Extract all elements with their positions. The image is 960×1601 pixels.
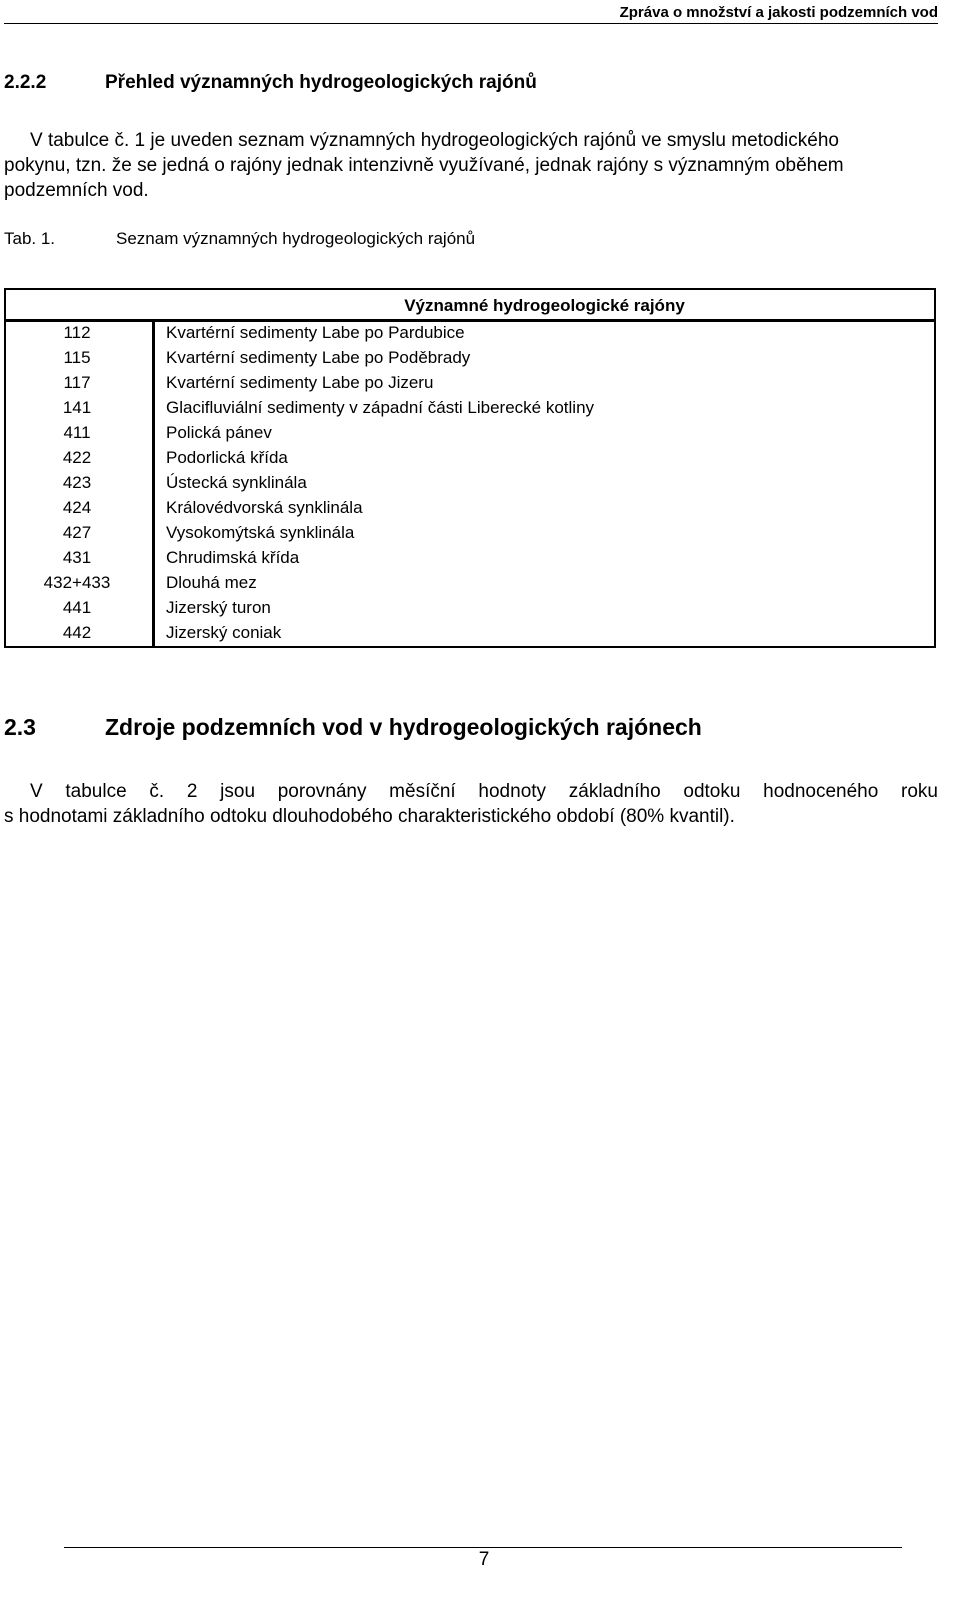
table-row: [4, 620, 936, 645]
region-name: Kvartérní sedimenty Labe po Pardubice: [166, 323, 465, 342]
footer-rule: [64, 1547, 902, 1548]
region-name: Jizerský turon: [166, 598, 271, 617]
table-row: [4, 495, 936, 520]
subsection-title: Přehled významných hydrogeologických rajónů: [105, 72, 537, 93]
table-caption-label: Tab. 1.: [4, 229, 56, 248]
table-header: Významné hydrogeologické rajóny: [404, 296, 685, 315]
region-code: 422: [62, 448, 92, 467]
section-title: Zdroje podzemních vod v hydrogeologických rajónech: [105, 714, 702, 740]
region-name: Jizerský coniak: [166, 623, 282, 642]
region-name: Vysokomýtská synklinála: [166, 523, 355, 542]
intro-paragraph: [4, 128, 938, 203]
intro-line-3: podzemních vod.: [4, 180, 149, 201]
region-name: Dlouhá mez: [166, 573, 257, 592]
section-paragraph-line-1: V tabulce č. 2 jsou porovnány měsíční hodnoty základního odtoku hodnoceného roku: [30, 781, 938, 802]
region-code: 441: [62, 598, 92, 617]
table-caption: [4, 229, 475, 249]
table-row: [4, 420, 936, 445]
table-row: [4, 370, 936, 395]
section-heading: [4, 714, 702, 741]
region-name: Kvartérní sedimenty Labe po Jizeru: [166, 373, 434, 392]
region-code: 424: [62, 498, 92, 517]
header-rule: [4, 23, 938, 24]
region-code: 411: [63, 423, 91, 442]
region-code: 432+433: [43, 573, 111, 592]
page-number: 7: [478, 1549, 490, 1570]
intro-line-2: pokynu, tzn. že se jedná o rajóny jednak intenzivně využívané, jednak rajóny s významným oběhem: [4, 155, 844, 176]
table-row: [4, 320, 936, 345]
subsection-heading: [4, 72, 537, 94]
region-code: 442: [62, 623, 92, 642]
section-paragraph-line-2: s hodnotami základního odtoku dlouhodobého charakteristického období (80% kvantil).: [4, 806, 735, 827]
table-row: [4, 345, 936, 370]
region-name: Ústecká synklinála: [166, 473, 307, 492]
region-code: 423: [62, 473, 92, 492]
region-code: 115: [63, 348, 91, 367]
section-paragraph: [4, 779, 938, 829]
table-row: [4, 520, 936, 545]
region-name: Glacifluviální sedimenty v západní části Liberecké kotliny: [166, 398, 595, 417]
table-row: [4, 445, 936, 470]
region-name: Podorlická křída: [166, 448, 288, 467]
region-code: 112: [63, 323, 91, 342]
table-row: [4, 545, 936, 570]
table-caption-text: Seznam významných hydrogeologických rajónů: [116, 229, 476, 248]
region-code: 117: [63, 373, 91, 392]
table-body: [4, 320, 936, 645]
region-name: Chrudimská křída: [166, 548, 300, 567]
region-name: Polická pánev: [166, 423, 272, 442]
region-code: 141: [62, 398, 92, 417]
table-row: [4, 470, 936, 495]
table-row: [4, 595, 936, 620]
running-header: Zpráva o množství a jakosti podzemních vod: [619, 4, 938, 21]
region-code: 427: [62, 523, 92, 542]
section-number: 2.3: [4, 714, 36, 740]
region-name: Kvartérní sedimenty Labe po Poděbrady: [166, 348, 471, 367]
region-name: Královédvorská synklinála: [166, 498, 363, 517]
table-row: [4, 395, 936, 420]
table-row: [4, 570, 936, 595]
subsection-number: 2.2.2: [4, 72, 47, 93]
intro-line-1: V tabulce č. 1 je uveden seznam významných hydrogeologických rajónů ve smyslu metodického: [30, 130, 839, 151]
region-code: 431: [62, 548, 92, 567]
